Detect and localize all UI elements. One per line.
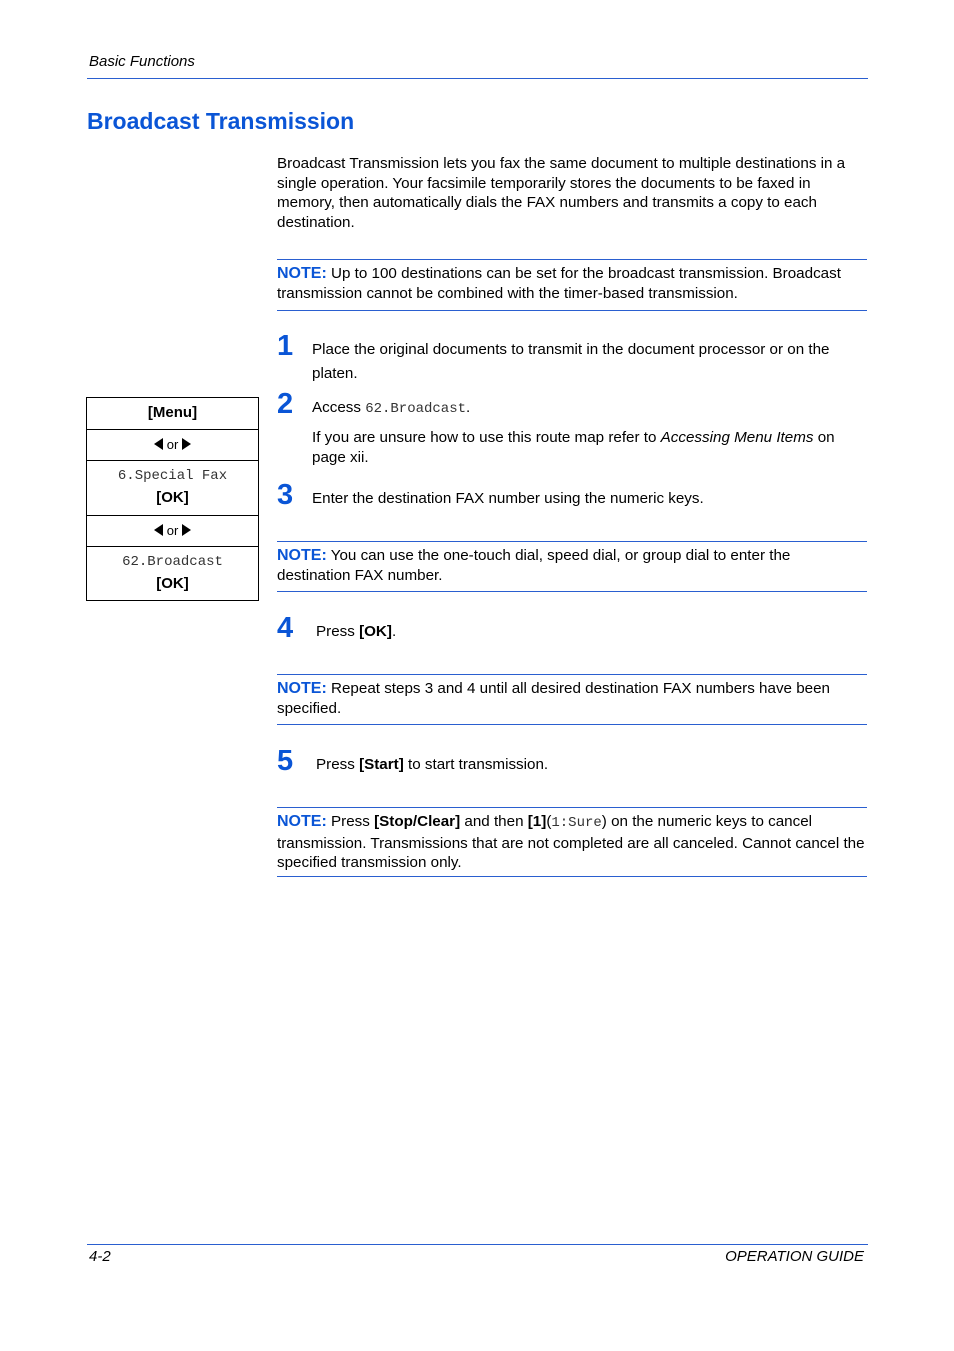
note3 [277,679,867,718]
broadcast-item: 62.Broadcast [122,554,223,570]
note-label: NOTE: [277,547,327,564]
note2-top-rule [277,541,867,542]
note4-rest: on the numeric keys to cancel transmission. Transmissions that are not completed are all canceled. Cannot cancel the specified transmission only. [277,813,865,871]
special-fax-cell [87,460,258,515]
ok-key-label: [OK] [156,575,189,592]
or-label: or [166,523,179,538]
key-1-label: [1] [527,813,547,830]
footer-rule [87,1244,868,1245]
note4-bottom-rule [277,876,867,877]
step-2-period: . [466,399,471,416]
menu-key-cell [87,398,258,429]
paren-open: ( [546,813,552,830]
menu-key-label: [Menu] [147,404,198,421]
step-2-route-note [312,428,867,467]
step-4-press: Press [316,623,355,640]
note3-bottom-rule [277,724,867,725]
ok-key-label: [OK] [359,623,392,640]
note4-top-rule [277,807,867,808]
section-title: Broadcast Transmission [87,108,355,134]
note1-text: Up to 100 destinations can be set for the broadcast transmission. Broadcast transmission cannot be combined with the timer-based transmission. [277,265,841,302]
intro-paragraph: Broadcast Transmission lets you fax the same document to multiple destinations in a single operation. Your facsimile temporarily stores the documents to be faxed in memory, then automatically dials the FAX numbers and transmits a copy to each destination. [277,155,846,231]
page-number: 4-2 [89,1248,111,1265]
route-note-post: on page xii. [312,429,835,466]
note4-press: Press [331,813,370,830]
route-note-pre: If you are unsure how to use this route map refer to [312,429,657,446]
step-2-code: 62.Broadcast [365,401,467,417]
note4-and-then: and then [464,813,524,830]
left-arrow-icon [154,438,163,450]
right-arrow-icon [182,438,191,450]
step-4-period: . [391,623,397,640]
step-number-4: 4 [277,612,294,644]
note-label: NOTE: [277,680,327,697]
special-fax-item: 6.Special Fax [117,468,228,484]
step-number-3: 3 [277,479,294,511]
sure-code: 1:Sure [551,815,602,831]
broadcast-cell [87,546,258,600]
step-number-1: 1 [277,330,294,362]
start-key-label: [Start] [359,756,404,773]
step-2-access: Access [312,399,361,416]
note3-text: Repeat steps 3 and 4 until all desired destination FAX numbers have been specified. [277,680,830,717]
note-label: NOTE: [277,813,327,830]
note4 [277,812,867,873]
menu-route-map [86,397,259,601]
ok-key-label: [OK] [156,489,189,506]
step-1-text: Place the original documents to transmit in the document processor or on the platen. [312,341,830,382]
right-arrow-icon [182,524,191,536]
step-4-text [316,620,871,644]
note-label: NOTE: [277,265,327,282]
step-5-text [316,753,871,777]
guide-title: OPERATION GUIDE [725,1248,864,1265]
paren-close: ) [601,813,607,830]
left-arrow-icon [154,524,163,536]
arrow-row-2 [87,515,258,546]
stop-clear-key-label: [Stop/Clear] [374,813,461,830]
step-number-2: 2 [277,388,294,420]
step-5-rest: to start transmission. [408,756,549,773]
note1 [277,264,867,303]
note2-text: You can use the one-touch dial, speed dial, or group dial to enter the destination FAX number. [277,547,791,584]
or-label: or [166,437,179,452]
note1-top-rule [277,259,867,260]
running-head: Basic Functions [89,53,195,70]
step-2-text [312,396,867,421]
note2 [277,546,867,585]
step-5-press: Press [316,756,355,773]
note2-bottom-rule [277,591,867,592]
step-number-5: 5 [277,745,294,777]
route-note-link-text: Accessing Menu Items [660,429,814,446]
arrow-row-1 [87,429,258,460]
header-rule [87,78,868,79]
note1-bottom-rule [277,310,867,311]
step-3-text: Enter the destination FAX number using the numeric keys. [312,490,704,507]
note3-top-rule [277,674,867,675]
